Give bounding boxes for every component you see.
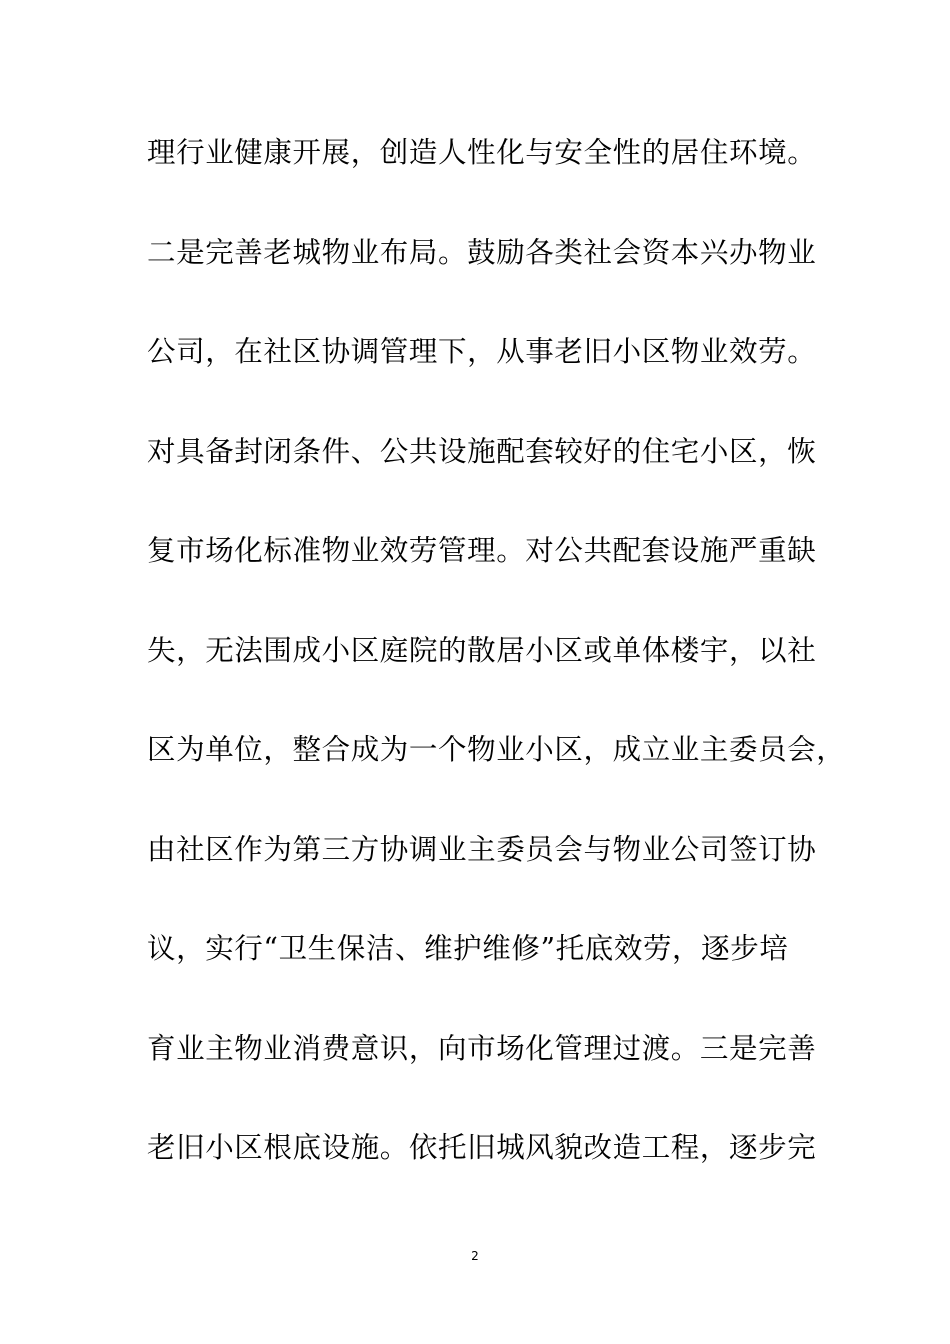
text-line: 二是完善老城物业布局。鼓励各类社会资本兴办物业 bbox=[147, 235, 817, 269]
text-line: 由社区作为第三方协调业主委员会与物业公司签订协 bbox=[147, 832, 817, 866]
text-line: 对具备封闭条件、公共设施配套较好的住宅小区，恢 bbox=[147, 434, 817, 468]
body-text bbox=[147, 123, 847, 1218]
text-line: 议，实行“卫生保洁、维护维修”托底效劳，逐步培 bbox=[147, 932, 789, 965]
text-line: 理行业健康开展，创造人性化与安全性的居住环境。 bbox=[147, 136, 817, 169]
text-line: 老旧小区根底设施。依托旧城风貌改造工程，逐步完 bbox=[147, 1131, 817, 1164]
text-line: 育业主物业消费意识，向市场化管理过渡。三是完善 bbox=[147, 1031, 817, 1065]
page-number: 2 bbox=[471, 1249, 479, 1263]
text-line: 复市场化标准物业效劳管理。对公共配套设施严重缺 bbox=[147, 534, 817, 567]
text-line: 失，无法围成小区庭院的散居小区或单体楼宇，以社 bbox=[147, 633, 817, 667]
text-line: 区为单位，整合成为一个物业小区，成立业主委员会， bbox=[147, 733, 846, 766]
text-line: 公司，在社区协调管理下，从事老旧小区物业效劳。 bbox=[147, 335, 817, 368]
